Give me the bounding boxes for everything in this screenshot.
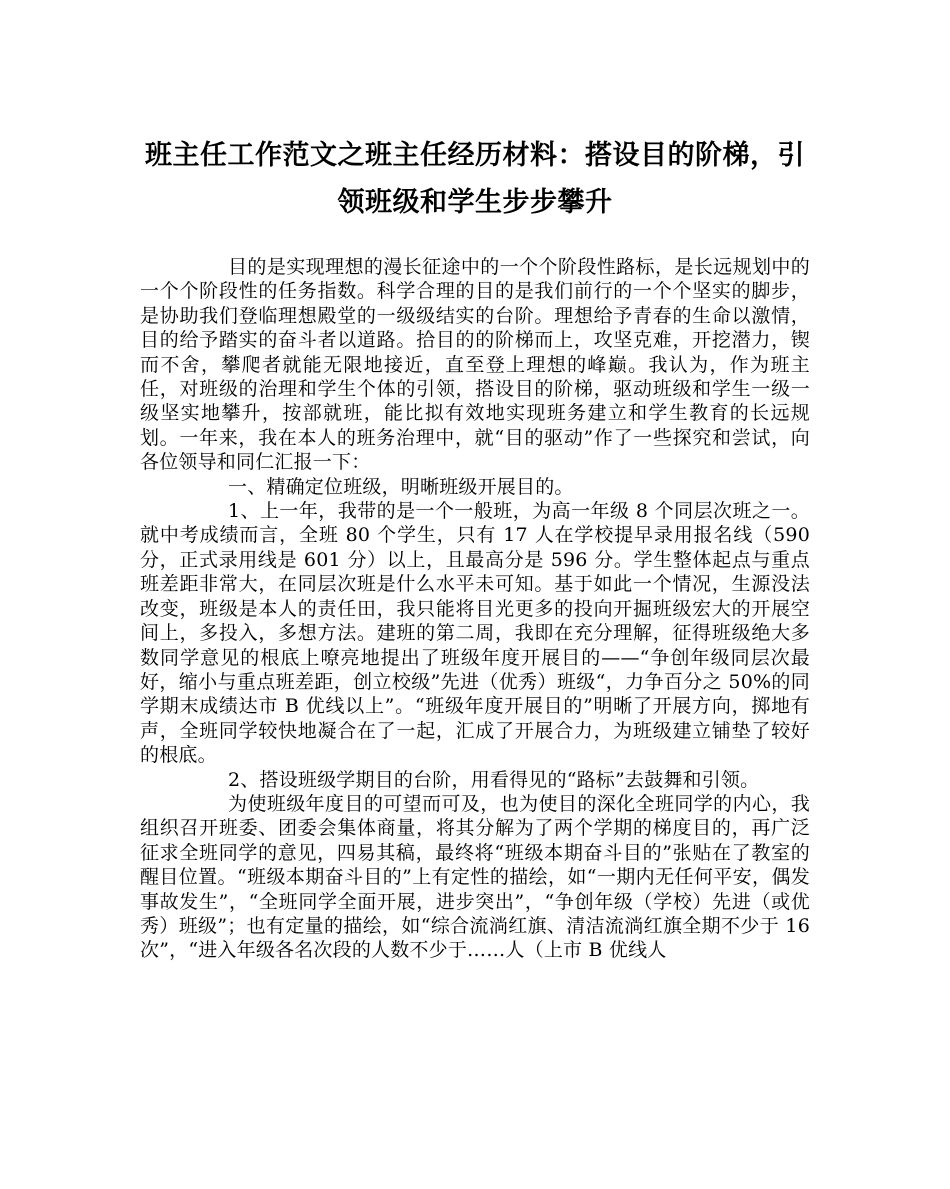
section-heading-1: 一、精确定位班级，明晰班级开展目的。	[228, 475, 574, 498]
paragraph-2: 为使班级年度目的可望而可及，也为使目的深化全班同学的内心，我组织召开班委、团委会集体商量，将其分解为了两个学期的梯度目的，再广泛征求全班同学的意见，四易其稿，最终将“班级本期奋斗目的”张贴在了教室的醒目位置。“班级本期奋斗目的”上有定性的描绘，如“一期内无任何平安，偶发事故发生”，“全班同学全面开展，进步突出”，“争创年级（学校）先进（或优秀）班级”；也有定量的描绘，如“综合流淌红旗、清洁流淌红旗全期不少于 16 次”，“进入年级各名次段的人数不少于……人（上市 B 优线人	[140, 792, 810, 962]
section-heading-2: 2、搭设班级学期目的台阶，用看得见的“路标”去鼓舞和引领。	[228, 768, 760, 791]
document-title: 班主任工作范文之班主任经历材料：搭设目的阶梯，引领班级和学生步步攀升	[145, 140, 805, 218]
paragraph-1: 1、上一年，我带的是一个一般班，为高一年级 8 个同层次班之一。就中考成绩而言，全班 80 个学生，只有 17 人在学校提早录用报名线（590 分，正式录用线是 601 分）以上，且最高分是 596 分。学生整体起点与重点班差距非常大，在同层次班是什么水平未可知。基于如此一个情况，生源没法改变，班级是本人的责任田，我只能将目光更多的投向开掘班级宏大的开展空间上，多投入，多想方法。建班的第二周，我即在充分理解，征得班级绝大多数同学意见的根底上嘹亮地提出了班级年度开展目的——“争创年级同层次最好，缩小与重点班差距，创立校级”先进（优秀）班级“，力争百分之 50%的同学期末成绩达市 B 优线以上”。“班级年度开展目的”明晰了开展方向，掷地有声，全班同学较快地凝合在了一起，汇成了开展合力，为班级建立铺垫了较好的根底。	[140, 500, 810, 767]
document-body	[140, 255, 810, 963]
paragraph-intro: 目的是实现理想的漫长征途中的一个个阶段性路标，是长远规划中的一个个阶段性的任务指数。科学合理的目的是我们前行的一个个坚实的脚步，是协助我们登临理想殿堂的一级级结实的台阶。理想给予青春的生命以激情，目的给予踏实的奋斗者以道路。拾目的的阶梯而上，攻坚克难，开挖潜力，锲而不舍，攀爬者就能无限地接近，直至登上理想的峰巅。我认为，作为班主任，对班级的治理和学生个体的引领，搭设目的阶梯，驱动班级和学生一级一级坚实地攀升，按部就班，能比拟有效地实现班务建立和学生教育的长远规划。一年来，我在本人的班务治理中，就“目的驱动”作了一些探究和尝试，向各位领导和同仁汇报一下：	[140, 256, 810, 474]
